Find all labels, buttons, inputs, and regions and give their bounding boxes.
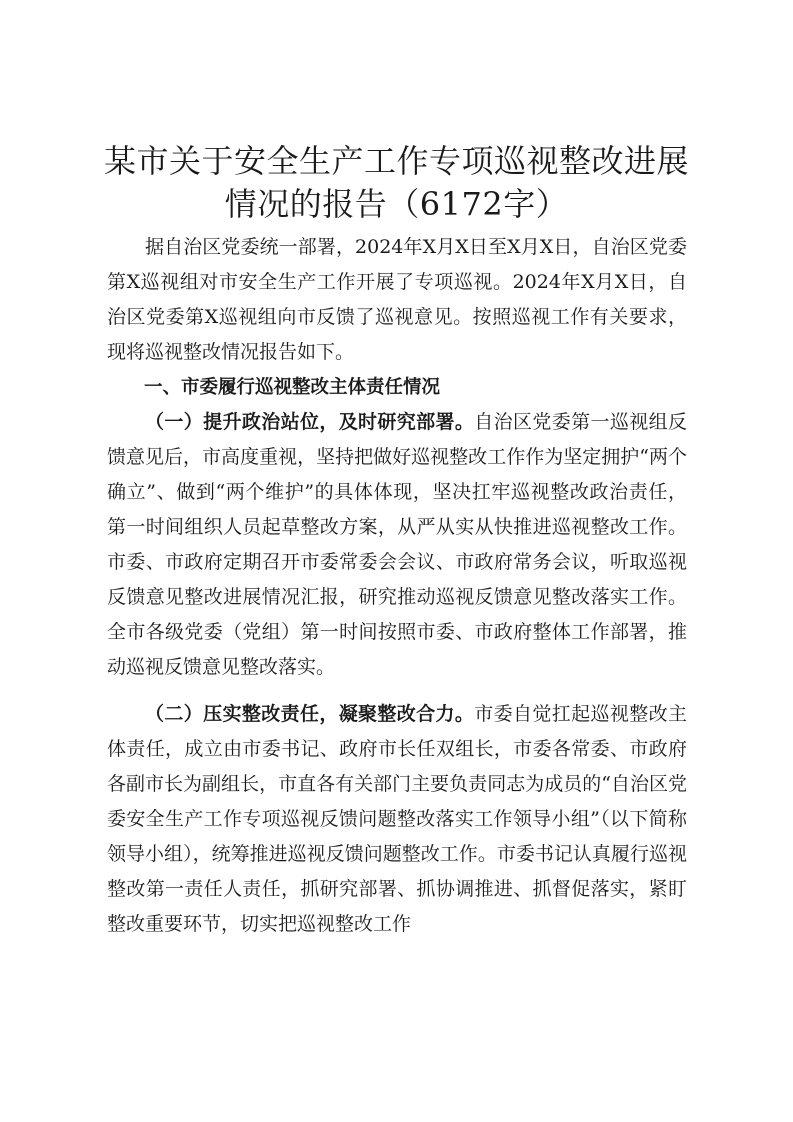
subsection-text-2: 市委自觉扛起巡视整改主体责任，成立由市委书记、政府市长任双组长，市委各常委、市政府各副市长为副组长，市直各有关部门主要负责同志为成员的“自治区党委安全生产工作专项巡视反馈问题整改落实工作领导小组”（以下简称领导小组），统筹推进巡视反馈问题整改工作。市委书记认真履行巡视整改第一责任人责任，抓研究部署、抓协调推进、抓督促落实，紧盯整改重要环节，切实把巡视整改工作 bbox=[107, 703, 687, 935]
subsection-paragraph-1 bbox=[107, 405, 687, 685]
section-heading: 一、市委履行巡视整改主体责任情况 bbox=[144, 377, 441, 398]
document-title: 某市关于安全生产工作专项巡视整改进展情况的报告（6172字） bbox=[103, 142, 689, 223]
intro-paragraph: 据自治区党委统一部署，2024年X月X日至X月X日，自治区党委第X巡视组对市安全生产工作开展了专项巡视。2024年X月X日，自治区党委第X巡视组向市反馈了巡视意见。按照巡视工作有关要求，现将巡视整改情况报告如下。 bbox=[107, 236, 687, 363]
subsection-lead-1: （一）提升政治站位，及时研究部署。 bbox=[145, 411, 475, 433]
subsection-text-1: 自治区党委第一巡视组反馈意见后，市高度重视，坚持把做好巡视整改工作作为坚定拥护“两个确立”、做到“两个维护”的具体体现，坚决扛牢巡视整改政治责任，第一时间组织人员起草整改方案，从严从实从快推进巡视整改工作。市委、市政府定期召开市委常委会会议、市政府常务会议，听取巡视反馈意见整改进展情况汇报，研究推动巡视反馈意见整改落实工作。全市各级党委（党组）第一时间按照市委、市政府整体工作部署，推动巡视反馈意见整改落实。 bbox=[107, 411, 687, 678]
subsection-paragraph-2 bbox=[107, 697, 687, 942]
subsection-lead-2: （二）压实整改责任，凝聚整改合力。 bbox=[145, 703, 475, 725]
document-body bbox=[107, 230, 687, 942]
